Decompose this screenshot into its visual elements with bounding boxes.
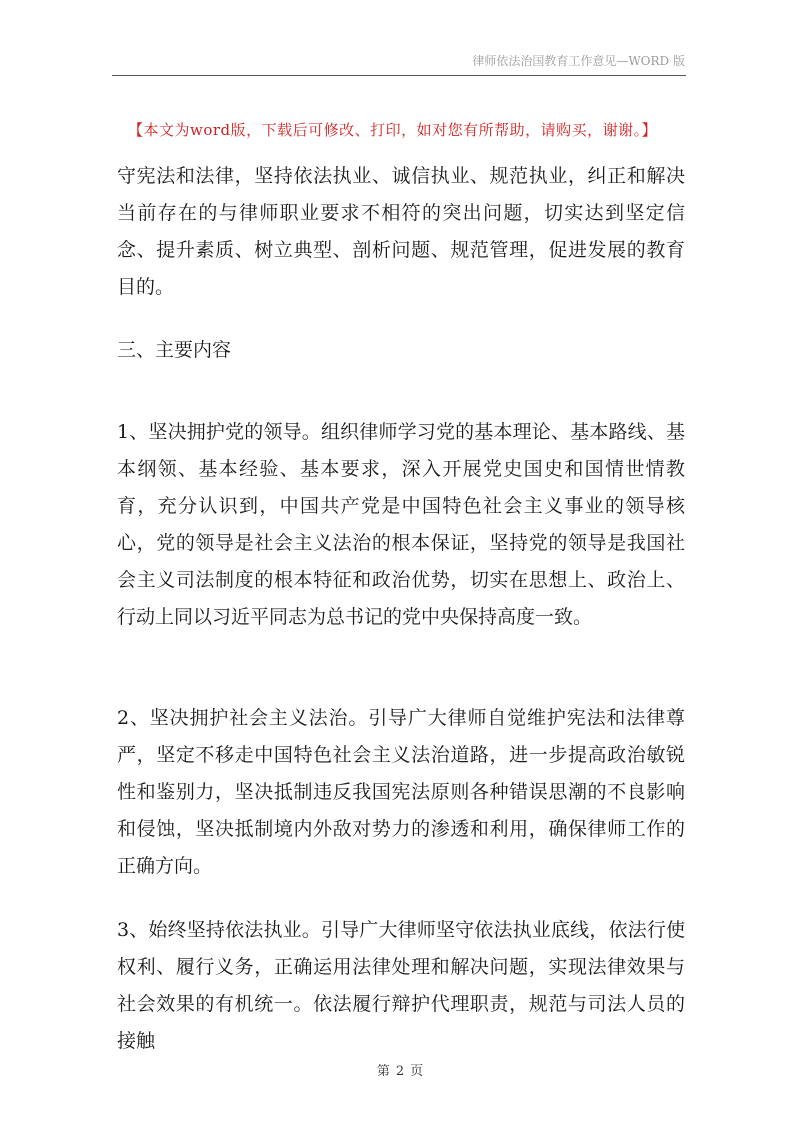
footer-suffix: 页 [410,1064,424,1079]
paragraph-item-3: 3、始终坚持依法执业。引导广大律师坚守依法执业底线，依法行使权利、履行义务，正确运用法律处理和解决问题，实现法律效果与社会效果的有机统一。依法履行辩护代理职责，规范与司法人员的接触 [117,919,685,1052]
page-number: 2 [395,1064,405,1079]
section-heading: 三、主要内容 [117,339,232,361]
paragraph-intro: 守宪法和法律，坚持依法执业、诚信执业、规范执业，纠正和解决当前存在的与律师职业要求不相符的突出问题，切实达到坚定信念、提升素质、树立典型、剖析问题、规范管理，促进发展的教育目的。 [117,165,685,298]
download-notice: 【本文为word版，下载后可修改、打印，如对您有所帮助，请购买，谢谢。】 [128,121,658,139]
page-footer [0,1060,800,1079]
header-divider [112,75,686,76]
paragraph-item-2: 2、坚决拥护社会主义法治。引导广大律师自觉维护宪法和法律尊严，坚定不移走中国特色社会主义法治道路，进一步提高政治敏锐性和鉴别力，坚决抵制违反我国宪法原则各种错误思潮的不良影响和侵蚀，坚决抵制境内外敌对势力的渗透和利用，确保律师工作的正确方向。 [117,707,685,877]
paragraph-item-1: 1、坚决拥护党的领导。组织律师学习党的基本理论、基本路线、基本纲领、基本经验、基本要求，深入开展党史国史和国情世情教育，充分认识到，中国共产党是中国特色社会主义事业的领导核心，党的领导是社会主义法治的根本保证，坚持党的领导是我国社会主义司法制度的根本特征和政治优势，切实在思想上、政治上、行动上同以习近平同志为总书记的党中央保持高度一致。 [117,421,685,628]
page-header-title: 律师依法治国教育工作意见—WORD 版 [472,54,685,68]
footer-prefix: 第 [376,1064,390,1079]
